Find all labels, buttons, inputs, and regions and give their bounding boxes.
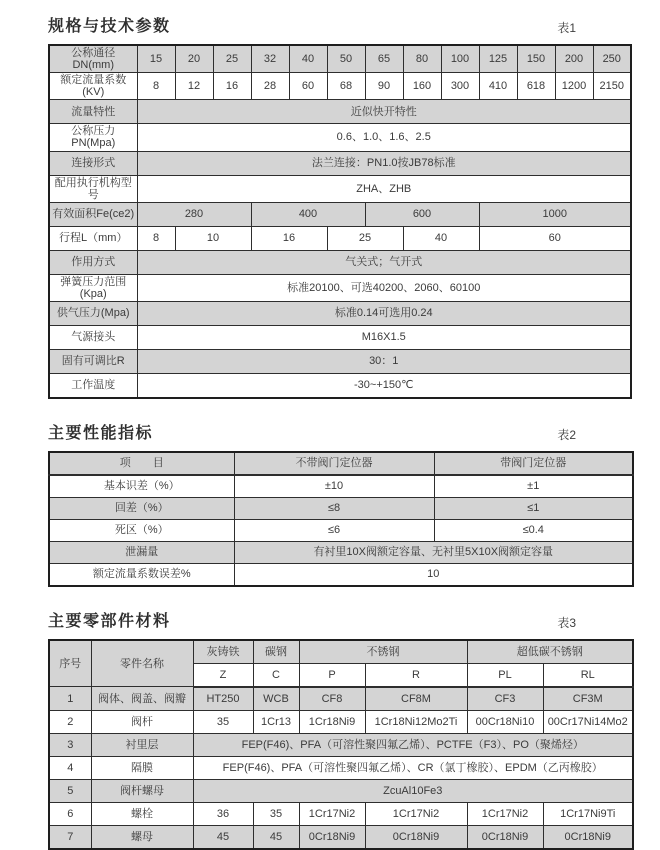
value-cell: 60 [289,73,327,100]
row-label-cell: 连接形式 [49,151,137,175]
column-header-cell: P [299,663,365,687]
value-cell: 40 [289,45,327,73]
value-cell: 00Cr18Ni10 [467,710,543,733]
table-row [49,274,631,301]
value-cell: 0.6、1.0、1.6、2.5 [137,124,631,151]
row-label-cell: 基本识差（%） [49,475,234,498]
column-header-cell: RL [543,663,633,687]
value-cell: 1Cr17Ni2 [299,802,365,825]
value-cell: 法兰连接：PN1.0按JB78标准 [137,151,631,175]
value-cell: 618 [517,73,555,100]
table-row [49,349,631,373]
column-header-cell: 带阀门定位器 [434,452,633,475]
value-cell: 45 [253,825,299,849]
value-cell: 400 [251,202,365,226]
table-row [49,733,633,756]
value-cell: CF8M [365,687,467,711]
row-label-cell: 隔膜 [91,756,193,779]
column-header-cell: 序号 [49,640,91,687]
value-cell: 1Cr17Ni9Ti [543,802,633,825]
section1-header [48,12,632,36]
table-row [49,301,631,325]
value-cell: CF8 [299,687,365,711]
value-cell: 32 [251,45,289,73]
row-label-cell: 阀杆 [91,710,193,733]
value-cell: 气关式；气开式 [137,250,631,274]
value-cell: FEP(F46)、PFA（可溶性聚四氟乙烯）、PCTFE（F3）、PO（聚烯烃） [193,733,633,756]
value-cell: 1Cr18Ni9 [299,710,365,733]
value-cell: 8 [137,226,175,250]
table-row [49,250,631,274]
value-cell: 250 [593,45,631,73]
value-cell: 25 [327,226,403,250]
value-cell: CF3M [543,687,633,711]
value-cell: 410 [479,73,517,100]
table-row [49,710,633,733]
section2-header [48,419,632,443]
row-index-cell: 5 [49,779,91,802]
table-row [49,563,633,586]
section3-table-number: 表3 [557,615,576,630]
row-label-cell: 螺栓 [91,802,193,825]
row-index-cell: 4 [49,756,91,779]
section3-header [48,607,632,631]
section2-table-number: 表2 [557,427,576,442]
table-row [49,541,633,563]
value-cell: 25 [213,45,251,73]
value-cell: 10 [175,226,251,250]
value-cell: 35 [253,802,299,825]
value-cell: 15 [137,45,175,73]
value-cell: 200 [555,45,593,73]
row-label-cell: 行程L（mm） [49,226,137,250]
value-cell: 12 [175,73,213,100]
row-label-cell: 额定流量系数误差% [49,563,234,586]
row-label-cell: 作用方式 [49,250,137,274]
row-label-cell: 公称压力PN(Mpa) [49,124,137,151]
value-cell: 8 [137,73,175,100]
value-cell: 40 [403,226,479,250]
value-cell: ZHA、ZHB [137,175,631,202]
performance-indicators-table [48,451,634,587]
value-cell: 近似快开特性 [137,100,631,124]
value-cell: 80 [403,45,441,73]
value-cell: 280 [137,202,251,226]
value-cell: 28 [251,73,289,100]
column-header-cell: 灰铸铁 [193,640,253,664]
value-cell: 标准0.14可选用0.24 [137,301,631,325]
value-cell: WCB [253,687,299,711]
table-row [49,475,633,498]
row-label-cell: 回差（%） [49,497,234,519]
row-label-cell: 螺母 [91,825,193,849]
row-label-cell: 阀杆螺母 [91,779,193,802]
row-index-cell: 6 [49,802,91,825]
row-label-cell: 阀体、阀盖、阀瓣 [91,687,193,711]
value-cell: -30~+150℃ [137,373,631,398]
section3-title: 主要零部件材料 [48,612,171,630]
column-header-cell: Z [193,663,253,687]
value-cell: 20 [175,45,213,73]
table-row [49,452,633,475]
section1-title: 规格与技术参数 [48,18,171,35]
value-cell: 68 [327,73,365,100]
value-cell: 1Cr17Ni2 [467,802,543,825]
column-header-cell: R [365,663,467,687]
value-cell: ±10 [234,475,434,498]
table-row [49,373,631,398]
row-label-cell: 死区（%） [49,519,234,541]
table-row [49,825,633,849]
value-cell: 160 [403,73,441,100]
table-row [49,175,631,202]
table-row [49,519,633,541]
row-label-cell: 流量特性 [49,100,137,124]
value-cell: 0Cr18Ni9 [467,825,543,849]
section2-title: 主要性能指标 [48,424,154,442]
value-cell: 标准20100、可选40200、2060、60100 [137,274,631,301]
value-cell: 1Cr17Ni2 [365,802,467,825]
value-cell: 1Cr18Ni12Mo2Ti [365,710,467,733]
table-row [49,756,633,779]
value-cell: 16 [251,226,327,250]
value-cell: 0Cr18Ni9 [299,825,365,849]
value-cell: ZcuAl10Fe3 [193,779,633,802]
table-row [49,497,633,519]
table-row [49,100,631,124]
spec-parameters-table [48,44,632,399]
row-label-cell: 配用执行机构型号 [49,175,137,202]
table-row [49,802,633,825]
value-cell: ≤6 [234,519,434,541]
row-label-cell: 额定流量系数(KV) [49,73,137,100]
row-index-cell: 2 [49,710,91,733]
value-cell: 1200 [555,73,593,100]
value-cell: 16 [213,73,251,100]
value-cell: 0Cr18Ni9 [365,825,467,849]
column-header-cell: 超低碳不锈钢 [467,640,633,664]
table-row [49,202,631,226]
row-label-cell: 衬里层 [91,733,193,756]
value-cell: 600 [365,202,479,226]
table-row [49,687,633,711]
row-label-cell: 有效面积Fe(ce2) [49,202,137,226]
row-label-cell: 气源接头 [49,325,137,349]
table-row [49,640,633,664]
value-cell: M16X1.5 [137,325,631,349]
value-cell: 00Cr17Ni14Mo2 [543,710,633,733]
table-row [49,779,633,802]
column-header-cell: PL [467,663,543,687]
value-cell: 60 [479,226,631,250]
value-cell: 1000 [479,202,631,226]
value-cell: 有衬里10X阀额定容量、无衬里5X10X阀额定容量 [234,541,633,563]
table-row [49,73,631,100]
table-row [49,151,631,175]
row-label-cell: 工作温度 [49,373,137,398]
column-header-cell: C [253,663,299,687]
value-cell: 10 [234,563,633,586]
value-cell: 45 [193,825,253,849]
value-cell: CF3 [467,687,543,711]
value-cell: 0Cr18Ni9 [543,825,633,849]
table-row [49,45,631,73]
table-row [49,325,631,349]
value-cell: 65 [365,45,403,73]
column-header-cell: 碳钢 [253,640,299,664]
row-label-cell: 固有可调比R [49,349,137,373]
section1-table-number: 表1 [557,21,576,35]
value-cell: ±1 [434,475,633,498]
row-label-cell: 泄漏量 [49,541,234,563]
row-index-cell: 1 [49,687,91,711]
row-index-cell: 3 [49,733,91,756]
row-index-cell: 7 [49,825,91,849]
table-row [49,124,631,151]
value-cell: FEP(F46)、PFA（可溶性聚四氟乙烯）、CR（氯丁橡胶）、EPDM（乙丙橡胶） [193,756,633,779]
value-cell: 90 [365,73,403,100]
table-row [49,226,631,250]
value-cell: ≤8 [234,497,434,519]
value-cell: ≤1 [434,497,633,519]
value-cell: ≤0.4 [434,519,633,541]
row-label-cell: 弹簧压力范围(Kpa) [49,274,137,301]
value-cell: 150 [517,45,555,73]
column-header-cell: 零件名称 [91,640,193,687]
value-cell: 300 [441,73,479,100]
value-cell: 30：1 [137,349,631,373]
row-label-cell: 公称通径DN(mm) [49,45,137,73]
column-header-cell: 不锈钢 [299,640,467,664]
value-cell: 1Cr13 [253,710,299,733]
value-cell: 125 [479,45,517,73]
value-cell: 50 [327,45,365,73]
parts-materials-table [48,639,634,850]
value-cell: 36 [193,802,253,825]
value-cell: 100 [441,45,479,73]
value-cell: 35 [193,710,253,733]
value-cell: 2150 [593,73,631,100]
value-cell: HT250 [193,687,253,711]
column-header-cell: 项 目 [49,452,234,475]
column-header-cell: 不带阀门定位器 [234,452,434,475]
row-label-cell: 供气压力(Mpa) [49,301,137,325]
